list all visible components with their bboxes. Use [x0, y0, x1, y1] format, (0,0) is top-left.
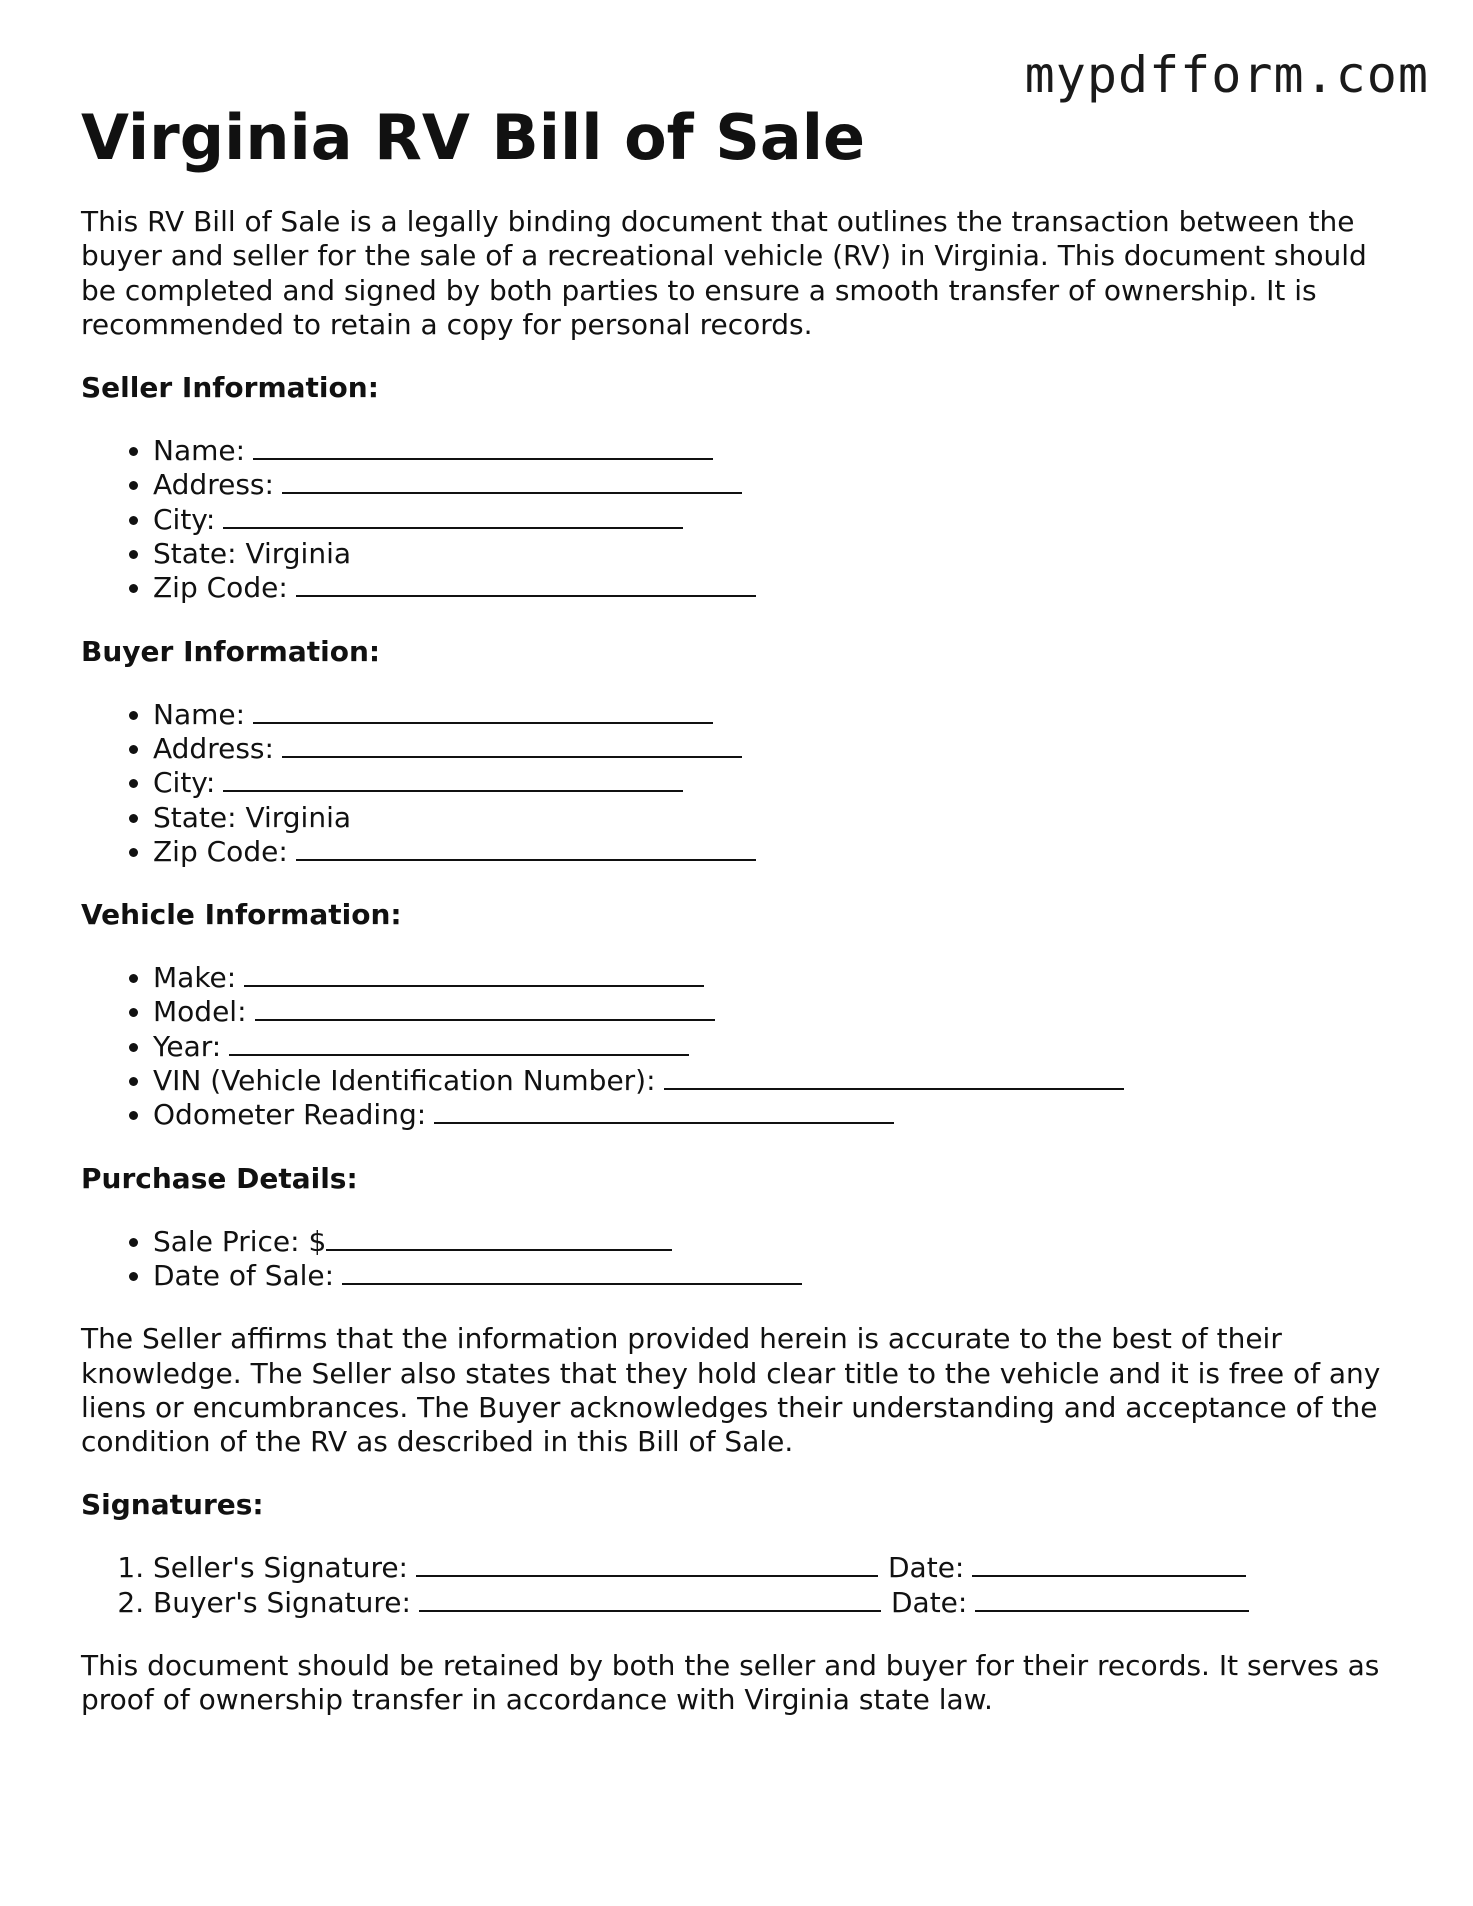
buyer-city-item: [153, 766, 1401, 800]
vehicle-odometer-label: Odometer Reading:: [153, 1098, 427, 1132]
seller-address-field[interactable]: [282, 468, 742, 494]
seller-name-field[interactable]: [253, 434, 713, 460]
buyer-name-field[interactable]: [253, 698, 713, 724]
vehicle-vin-item: [153, 1064, 1401, 1098]
document-page: [81, 98, 1401, 1718]
buyer-city-field[interactable]: [223, 766, 683, 792]
buyer-signature-field[interactable]: [419, 1586, 881, 1612]
seller-date-field[interactable]: [972, 1551, 1246, 1577]
seller-signature-field[interactable]: [416, 1551, 878, 1577]
buyer-state-item: [153, 801, 1401, 835]
seller-signature-item: [153, 1551, 1401, 1585]
buyer-signature-item: [153, 1586, 1401, 1620]
vehicle-model-field[interactable]: [255, 995, 715, 1021]
seller-zip-label: Zip Code:: [153, 571, 288, 605]
buyer-field-list: [81, 698, 1401, 869]
seller-city-field[interactable]: [223, 503, 683, 529]
sale-price-field[interactable]: [326, 1225, 672, 1251]
seller-name-item: [153, 434, 1401, 468]
seller-signature-label: Seller's Signature:: [153, 1551, 408, 1585]
vehicle-odometer-field[interactable]: [434, 1098, 894, 1124]
seller-field-list: [81, 434, 1401, 605]
seller-address-label: Address:: [153, 468, 274, 502]
buyer-zip-field[interactable]: [296, 835, 756, 861]
vehicle-field-list: [81, 961, 1401, 1132]
buyer-address-item: [153, 732, 1401, 766]
vehicle-vin-label: VIN (Vehicle Identification Number):: [153, 1064, 656, 1098]
buyer-section-heading: Buyer Information:: [81, 634, 381, 668]
seller-city-label: City:: [153, 502, 216, 536]
vehicle-section-heading: Vehicle Information:: [81, 898, 402, 932]
vehicle-year-item: [153, 1030, 1401, 1064]
seller-name-label: Name:: [153, 434, 246, 468]
buyer-zip-item: [153, 835, 1401, 869]
vehicle-make-label: Make:: [153, 961, 237, 995]
seller-zip-field[interactable]: [296, 571, 756, 597]
buyer-date-label: Date:: [890, 1585, 968, 1619]
buyer-state-text: State: Virginia: [153, 800, 352, 834]
buyer-address-label: Address:: [153, 731, 274, 765]
seller-section-heading: Seller Information:: [81, 371, 379, 405]
purchase-field-list: [81, 1225, 1401, 1294]
vehicle-vin-field[interactable]: [664, 1064, 1124, 1090]
closing-paragraph: This document should be retained by both the seller and buyer for their records. It serves as proof of ownership transfer in accordance with Virginia state law.: [81, 1649, 1380, 1717]
vehicle-odometer-item: [153, 1098, 1401, 1132]
seller-state-item: [153, 537, 1401, 571]
buyer-signature-label: Buyer's Signature:: [153, 1585, 411, 1619]
buyer-date-field[interactable]: [975, 1586, 1249, 1612]
purchase-date-label: Date of Sale:: [153, 1258, 335, 1292]
purchase-price-item: [153, 1225, 1401, 1259]
purchase-date-item: [153, 1259, 1401, 1293]
vehicle-year-field[interactable]: [229, 1030, 689, 1056]
vehicle-make-field[interactable]: [244, 961, 704, 987]
watermark-text: mypdfform.com: [1024, 46, 1429, 104]
buyer-name-label: Name:: [153, 697, 246, 731]
seller-state-text: State: Virginia: [153, 537, 352, 571]
affirmation-paragraph: The Seller affirms that the information provided herein is accurate to the best of their knowledge. The Seller also states that they hold clear title to the vehicle and it is free of any liens or encumbrances. The Buyer acknowledges their understanding and acceptance of the condition of the RV as described in this Bill of Sale.: [81, 1322, 1381, 1459]
signatures-section-heading: Signatures:: [81, 1488, 264, 1522]
vehicle-model-item: [153, 995, 1401, 1029]
purchase-price-label: Sale Price: $: [153, 1224, 327, 1258]
page-title: Virginia RV Bill of Sale: [81, 101, 866, 174]
vehicle-model-label: Model:: [153, 995, 247, 1029]
seller-city-item: [153, 503, 1401, 537]
buyer-address-field[interactable]: [282, 732, 742, 758]
seller-date-label: Date:: [888, 1551, 965, 1585]
purchase-section-heading: Purchase Details:: [81, 1161, 358, 1195]
buyer-city-label: City:: [153, 766, 216, 800]
seller-address-item: [153, 468, 1401, 502]
vehicle-make-item: [153, 961, 1401, 995]
buyer-name-item: [153, 698, 1401, 732]
seller-zip-item: [153, 571, 1401, 605]
buyer-zip-label: Zip Code:: [153, 834, 288, 868]
signature-list: [81, 1551, 1401, 1620]
vehicle-year-label: Year:: [153, 1029, 222, 1063]
intro-paragraph: This RV Bill of Sale is a legally binding document that outlines the transaction between the buyer and seller for the sale of a recreational vehicle (RV) in Virginia. This document should be completed and signed by both parties to ensure a smooth transfer of ownership. It is recommended to retain a copy for personal records.: [81, 205, 1367, 341]
date-of-sale-field[interactable]: [342, 1259, 802, 1285]
